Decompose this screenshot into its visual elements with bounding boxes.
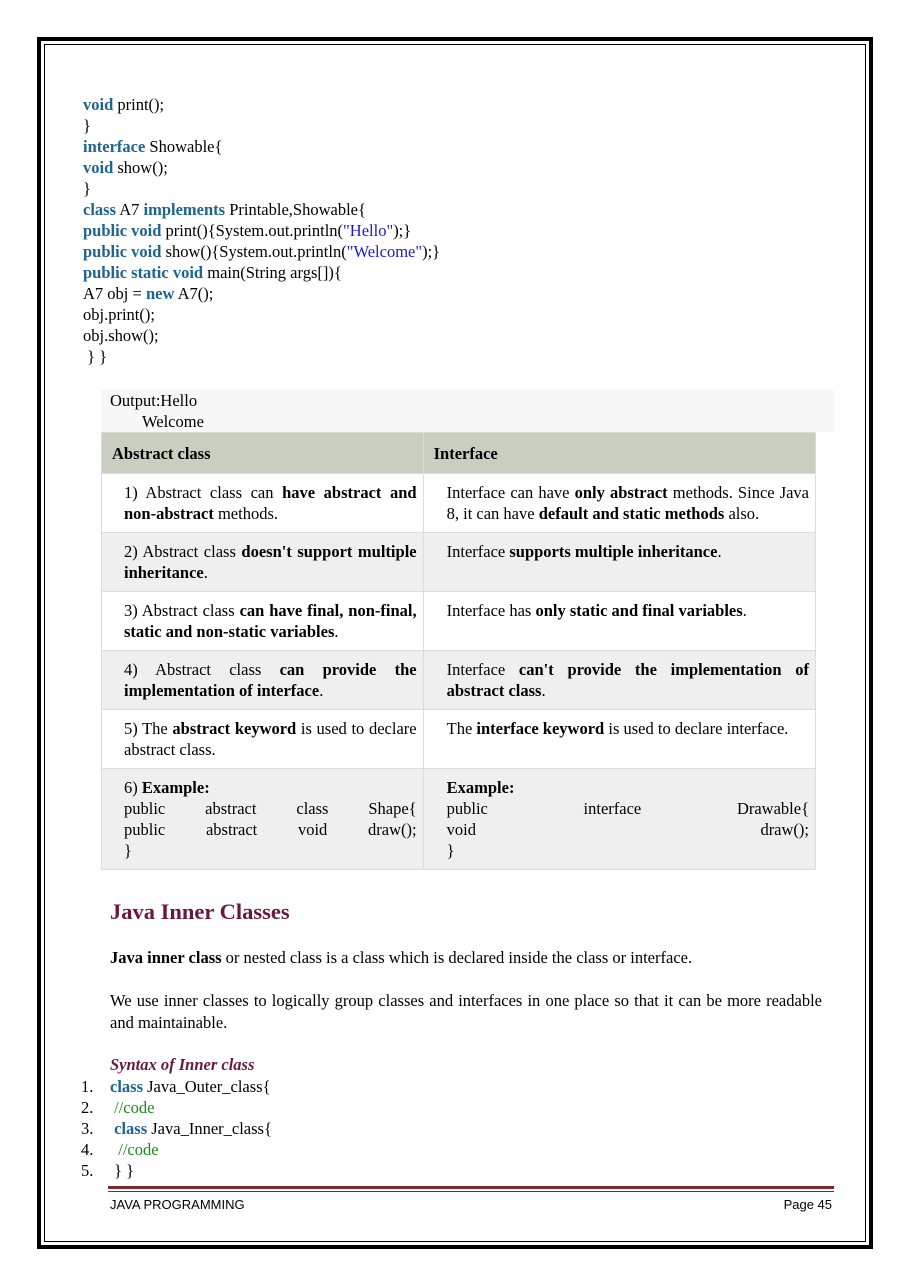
abstract-class-cell xyxy=(102,474,424,533)
cell-segment: only static and final variables xyxy=(535,601,743,620)
syntax-segment: class xyxy=(114,1119,148,1138)
cell-segment: doesn't support multiple inheritance xyxy=(124,542,417,582)
table-row xyxy=(102,651,816,710)
cell-segment: abstract keyword xyxy=(172,719,297,738)
code-segment: );} xyxy=(422,242,441,261)
cell-segment: methods. Since Java 8, it can have xyxy=(446,483,810,523)
code-segment: Printable,Showable{ xyxy=(225,200,366,219)
list-number: 1. xyxy=(81,1077,94,1096)
code-segment: "Welcome" xyxy=(346,242,423,261)
syntax-code-list xyxy=(81,1076,272,1181)
list-item xyxy=(81,1160,272,1181)
cell-segment: Interface has xyxy=(446,601,536,620)
example-left-line-2: public abstract void draw(); xyxy=(124,820,417,839)
cell-segment: Interface xyxy=(446,542,510,561)
code-segment: print(){System.out.println( xyxy=(161,221,344,240)
cell-segment: can have final, non-final, static and non-static variables xyxy=(124,601,417,641)
code-line xyxy=(83,241,440,262)
code-line xyxy=(83,157,440,178)
example-left-line-1: public abstract class Shape{ xyxy=(124,799,417,818)
cell-segment: is used to declare interface. xyxy=(604,719,789,738)
example-left-cell xyxy=(102,769,424,870)
code-segment: } xyxy=(83,116,91,135)
cell-segment: . xyxy=(319,681,324,700)
cell-segment: 2) Abstract class xyxy=(124,542,242,561)
table-header-row xyxy=(102,433,816,474)
footer-page-number: Page 45 xyxy=(783,1197,832,1212)
code-line xyxy=(83,94,440,115)
list-number: 3. xyxy=(81,1119,94,1138)
code-line xyxy=(83,178,440,199)
code-segment: show(); xyxy=(113,158,168,177)
code-line xyxy=(83,304,440,325)
abstract-class-cell xyxy=(102,651,424,710)
output-line-1: Output:Hello xyxy=(110,391,198,410)
cell-segment: 3) Abstract class xyxy=(124,601,240,620)
code-segment: } } xyxy=(83,347,108,366)
table-row xyxy=(102,533,816,592)
cell-segment: 4) Abstract class xyxy=(124,660,280,679)
code-segment: implements xyxy=(143,200,226,219)
example-right-cell xyxy=(423,769,815,870)
cell-segment: The xyxy=(446,719,477,738)
table-row xyxy=(102,592,816,651)
code-line xyxy=(83,283,440,304)
footer-rule-thin xyxy=(108,1191,834,1192)
abstract-class-cell xyxy=(102,710,424,769)
cell-segment: methods. xyxy=(213,504,279,523)
cell-segment: only abstract xyxy=(574,483,668,502)
cell-segment: supports multiple inheritance xyxy=(509,542,718,561)
code-segment: obj.print(); xyxy=(83,305,155,324)
code-segment: void xyxy=(83,95,114,114)
cell-segment: is used to declare abstract class. xyxy=(124,719,417,759)
cell-segment: 1) Abstract class can xyxy=(124,483,283,502)
table-row xyxy=(102,710,816,769)
code-segment: A7 obj = xyxy=(83,284,146,303)
output-line-2: Welcome xyxy=(142,412,204,431)
footer-title: JAVA PROGRAMMING xyxy=(110,1197,245,1212)
interface-cell xyxy=(423,651,815,710)
inner-class-purpose: We use inner classes to logically group classes and interfaces in one place so that it can be more readable and maintainable. xyxy=(110,991,822,1032)
code-line xyxy=(83,220,440,241)
output-box xyxy=(101,390,834,432)
list-code xyxy=(110,1097,154,1118)
cell-segment: can't provide the implementation of abstract class xyxy=(446,660,809,700)
cell-segment: . xyxy=(742,601,747,620)
syntax-segment: Java_Outer_class{ xyxy=(143,1077,271,1096)
code-segment: A7(); xyxy=(174,284,214,303)
list-code xyxy=(110,1160,134,1181)
code-segment: interface xyxy=(83,137,146,156)
code-segment: A7 xyxy=(116,200,144,219)
code-line xyxy=(83,136,440,157)
section-heading: Java Inner Classes xyxy=(110,899,290,924)
code-segment: Showable{ xyxy=(145,137,223,156)
list-item xyxy=(81,1097,272,1118)
cell-segment: default and static methods xyxy=(538,504,725,523)
list-number: 5. xyxy=(81,1161,94,1180)
inner-class-definition: Java inner class or nested class is a class which is declared inside the class or interface. xyxy=(110,948,693,967)
cell-segment: also. xyxy=(724,504,760,523)
list-number: 4. xyxy=(81,1140,94,1159)
code-segment: "Hello" xyxy=(343,221,394,240)
cell-segment: Interface xyxy=(446,660,519,679)
cell-segment: have abstract and non-abstract xyxy=(124,483,417,523)
code-segment: public static void xyxy=(83,263,204,282)
code-segment: main(String args[]){ xyxy=(203,263,342,282)
code-segment: show(){System.out.println( xyxy=(161,242,347,261)
cell-segment: . xyxy=(541,681,546,700)
list-code xyxy=(110,1139,159,1160)
code-segment: public void xyxy=(83,242,162,261)
example-right-heading: Example: xyxy=(446,778,515,797)
code-segment: void xyxy=(83,158,114,177)
example-right-line-2: void draw(); xyxy=(446,820,809,839)
example-left-heading: 6) Example: xyxy=(124,778,210,797)
header-abstract-class: Abstract class xyxy=(102,433,424,474)
cell-segment: can provide the implementation of interface xyxy=(124,660,417,700)
example-right-line-3: } xyxy=(446,841,455,860)
code-segment: public void xyxy=(83,221,162,240)
cell-segment: . xyxy=(717,542,722,561)
syntax-segment: //code xyxy=(110,1098,155,1117)
code-line xyxy=(83,262,440,283)
abstract-class-cell xyxy=(102,592,424,651)
list-item xyxy=(81,1076,272,1097)
cell-segment: . xyxy=(203,563,208,582)
code-line xyxy=(83,199,440,220)
code-line xyxy=(83,325,440,346)
list-item xyxy=(81,1139,272,1160)
syntax-segment: class xyxy=(110,1077,143,1096)
syntax-heading: Syntax of Inner class xyxy=(110,1055,255,1074)
list-item xyxy=(81,1118,272,1139)
syntax-segment: //code xyxy=(110,1140,159,1159)
code-segment: } xyxy=(83,179,91,198)
header-interface: Interface xyxy=(423,433,815,474)
list-code xyxy=(110,1076,271,1097)
code-segment: );} xyxy=(393,221,412,240)
code-segment: class xyxy=(83,200,116,219)
table-row-example xyxy=(102,769,816,870)
footer-rule-thick xyxy=(108,1186,834,1189)
cell-segment: 5) The xyxy=(124,719,173,738)
code-block xyxy=(83,94,440,367)
code-segment: obj.show(); xyxy=(83,326,159,345)
abstract-class-cell xyxy=(102,533,424,592)
comparison-table xyxy=(101,432,816,870)
cell-segment: . xyxy=(334,622,339,641)
table-row xyxy=(102,474,816,533)
cell-segment: Interface can have xyxy=(446,483,575,502)
code-line xyxy=(83,115,440,136)
syntax-segment: } } xyxy=(110,1161,135,1180)
code-segment: print(); xyxy=(113,95,165,114)
syntax-segment: Java_Inner_class{ xyxy=(147,1119,272,1138)
interface-cell xyxy=(423,592,815,651)
code-line xyxy=(83,346,440,367)
code-segment: new xyxy=(145,284,175,303)
list-number: 2. xyxy=(81,1098,94,1117)
list-code xyxy=(110,1118,272,1139)
interface-cell xyxy=(423,710,815,769)
cell-segment: interface keyword xyxy=(476,719,605,738)
interface-cell xyxy=(423,474,815,533)
example-left-line-3: } xyxy=(124,841,132,860)
interface-cell xyxy=(423,533,815,592)
example-right-line-1: public interface Drawable{ xyxy=(446,799,809,818)
